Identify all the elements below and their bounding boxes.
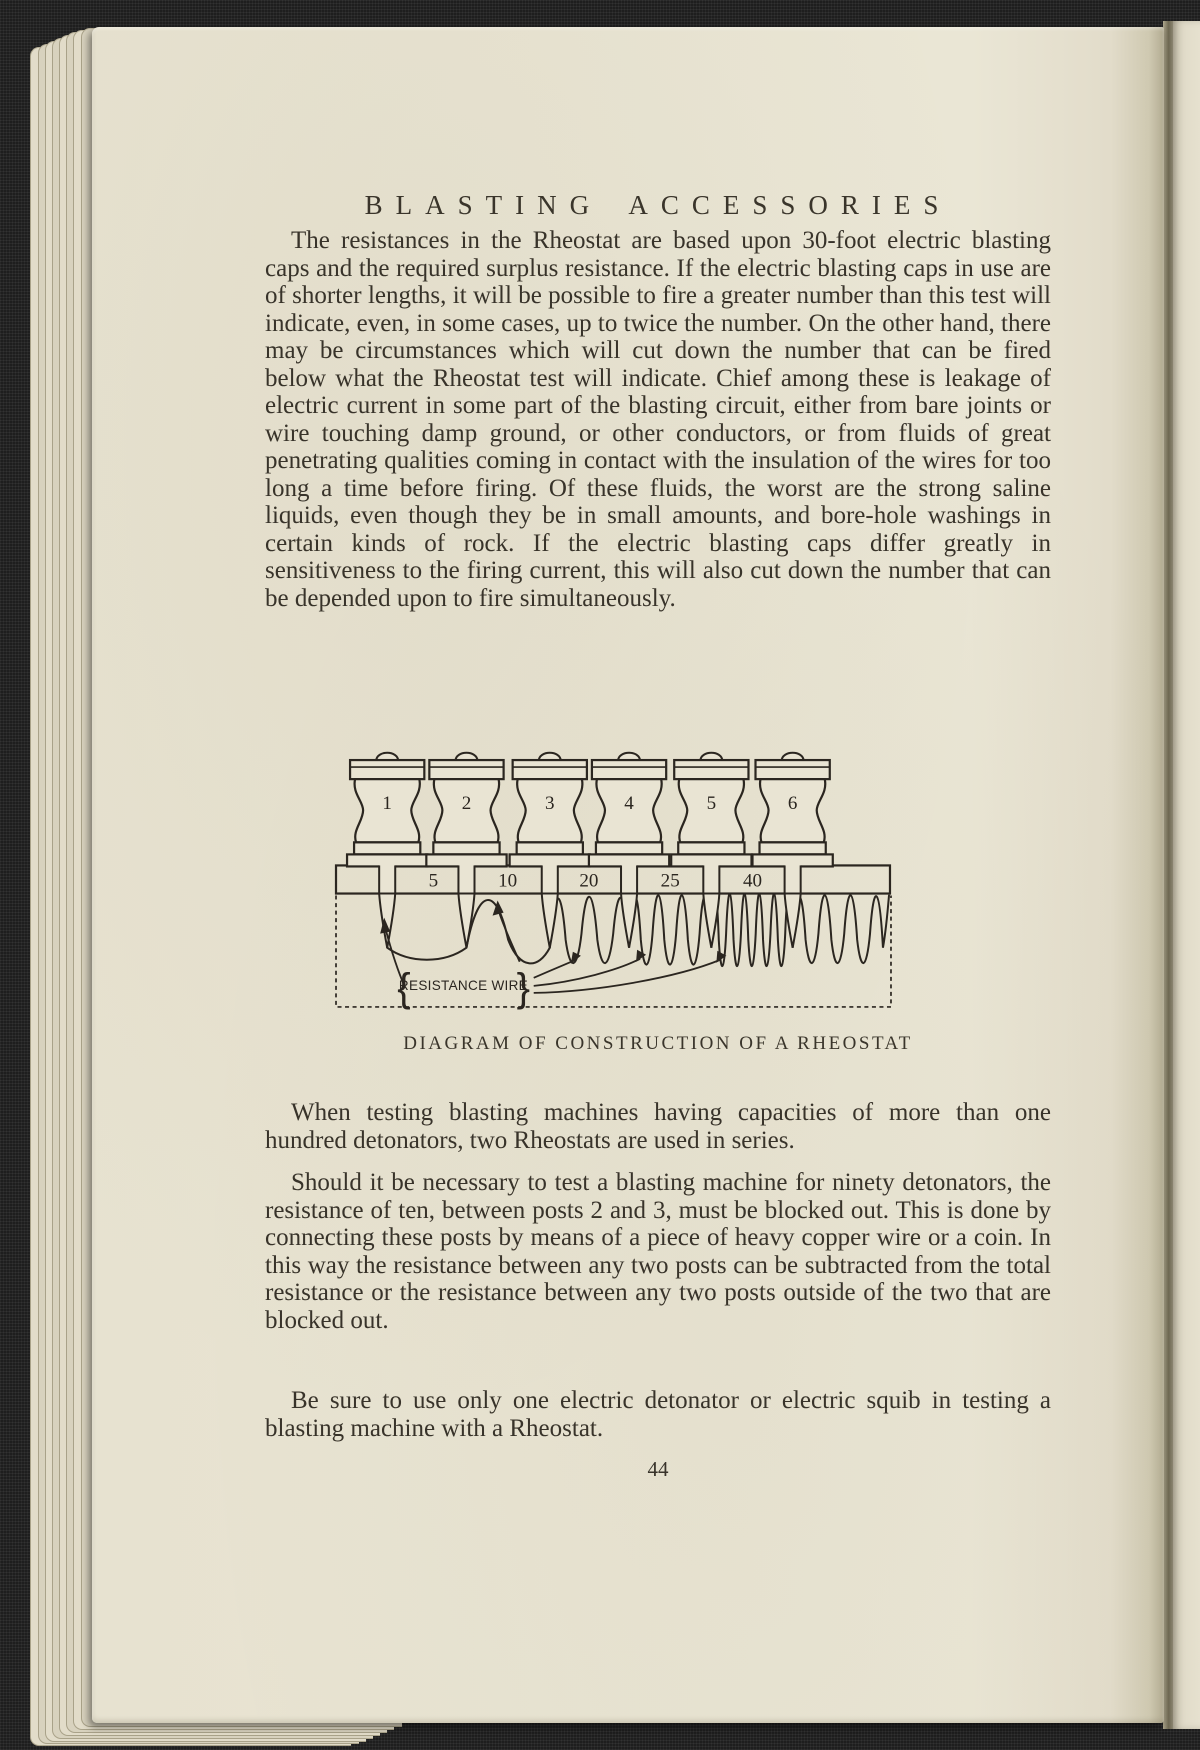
post-cap <box>674 760 748 779</box>
post-number: 6 <box>787 793 798 815</box>
post-number: 1 <box>382 793 392 815</box>
left-brace: { <box>397 964 411 1010</box>
binding-post <box>510 753 590 948</box>
right-brace: } <box>516 964 531 1010</box>
paragraph-2: When testing blasting machines having capacities of more than one hundred detonators, two Rheostats are used in series. <box>265 1099 1051 1154</box>
segment-resistance: 5 <box>428 870 439 892</box>
binding-post <box>671 753 751 948</box>
post-cap <box>350 760 424 779</box>
book-page <box>92 27 1164 1723</box>
paragraph-4: Be sure to use only one electric detonator or electric squib in testing a blasting machine with a Rheostat. <box>265 1387 1051 1442</box>
post-collar <box>517 842 583 854</box>
rheostat-diagram <box>333 745 895 1022</box>
post-number: 3 <box>545 793 555 815</box>
post-cap <box>592 760 666 779</box>
figure-caption: DIAGRAM OF CONSTRUCTION OF A RHEOSTAT <box>403 1033 913 1054</box>
post-collar <box>433 842 499 854</box>
paragraph-3: Should it be necessary to test a blasting machine for ninety detonators, the resistance of ten, between posts 2 and 3, must be blocked out. This is done by connecting these posts by means of a piece of heavy copper wire or a coin. In this way the resistance between any two posts can be subtracted from the total resistance or the resistance between any two posts outside of the two that are blocked out. <box>265 1169 1051 1334</box>
post-prong <box>703 894 719 948</box>
binding-post <box>752 753 832 948</box>
terminal-bar <box>336 865 890 893</box>
post-prong <box>621 894 637 948</box>
segment-resistance: 20 <box>579 870 599 892</box>
next-page-edge <box>1172 21 1200 1729</box>
paragraph-1: The resistances in the Rheostat are based upon 30-foot electric blasting caps and the required surplus resistance. If the electric blasting caps in use are of shorter lengths, it will be possible to fire a greater number than this test will indicate, even, in some cases, up to twice the number. On the other hand, there may be circumstances which will cut down the number that can be fired below what the Rheostat test will indicate. Chief among these is leakage of electric current in some part of the blasting circuit, either from bare joints or wire touching damp ground, or other conductors, or from fluids of great penetrating qualities coming in contact with the insulation of the wires for too long a time before firing. Of these fluids, the worst are the strong saline liquids, even though they be in small amounts, and bore-hole washings in certain kinds of rock. If the electric blasting caps differ greatly in sensitiveness to the firing current, this will also cut down the number that can be depended upon to fire simultaneously. <box>265 227 1051 612</box>
post-collar <box>354 842 420 854</box>
segment-resistance: 10 <box>498 870 518 892</box>
post-prong <box>458 894 474 948</box>
segment-resistance: 25 <box>660 870 680 892</box>
post-number: 4 <box>624 793 634 815</box>
post-number: 2 <box>461 793 472 815</box>
gutter-shadow <box>1163 21 1173 1729</box>
wire-label: RESISTANCE WIRE <box>398 977 529 993</box>
post-prong <box>785 894 801 948</box>
post-prong <box>542 894 558 948</box>
binding-post <box>589 753 669 948</box>
segment-resistance: 40 <box>742 870 763 892</box>
post-number: 5 <box>706 793 717 815</box>
post-cap <box>756 760 830 779</box>
post-cap <box>429 760 503 779</box>
post-cap <box>513 760 587 779</box>
post-collar <box>678 842 744 854</box>
post-prong <box>379 894 395 948</box>
binding-post <box>347 753 427 948</box>
binding-post <box>426 753 506 948</box>
page-number: 44 <box>647 1457 669 1481</box>
post-collar <box>760 842 826 854</box>
post-collar <box>596 842 662 854</box>
page-heading: BLASTING ACCESSORIES <box>364 190 952 220</box>
